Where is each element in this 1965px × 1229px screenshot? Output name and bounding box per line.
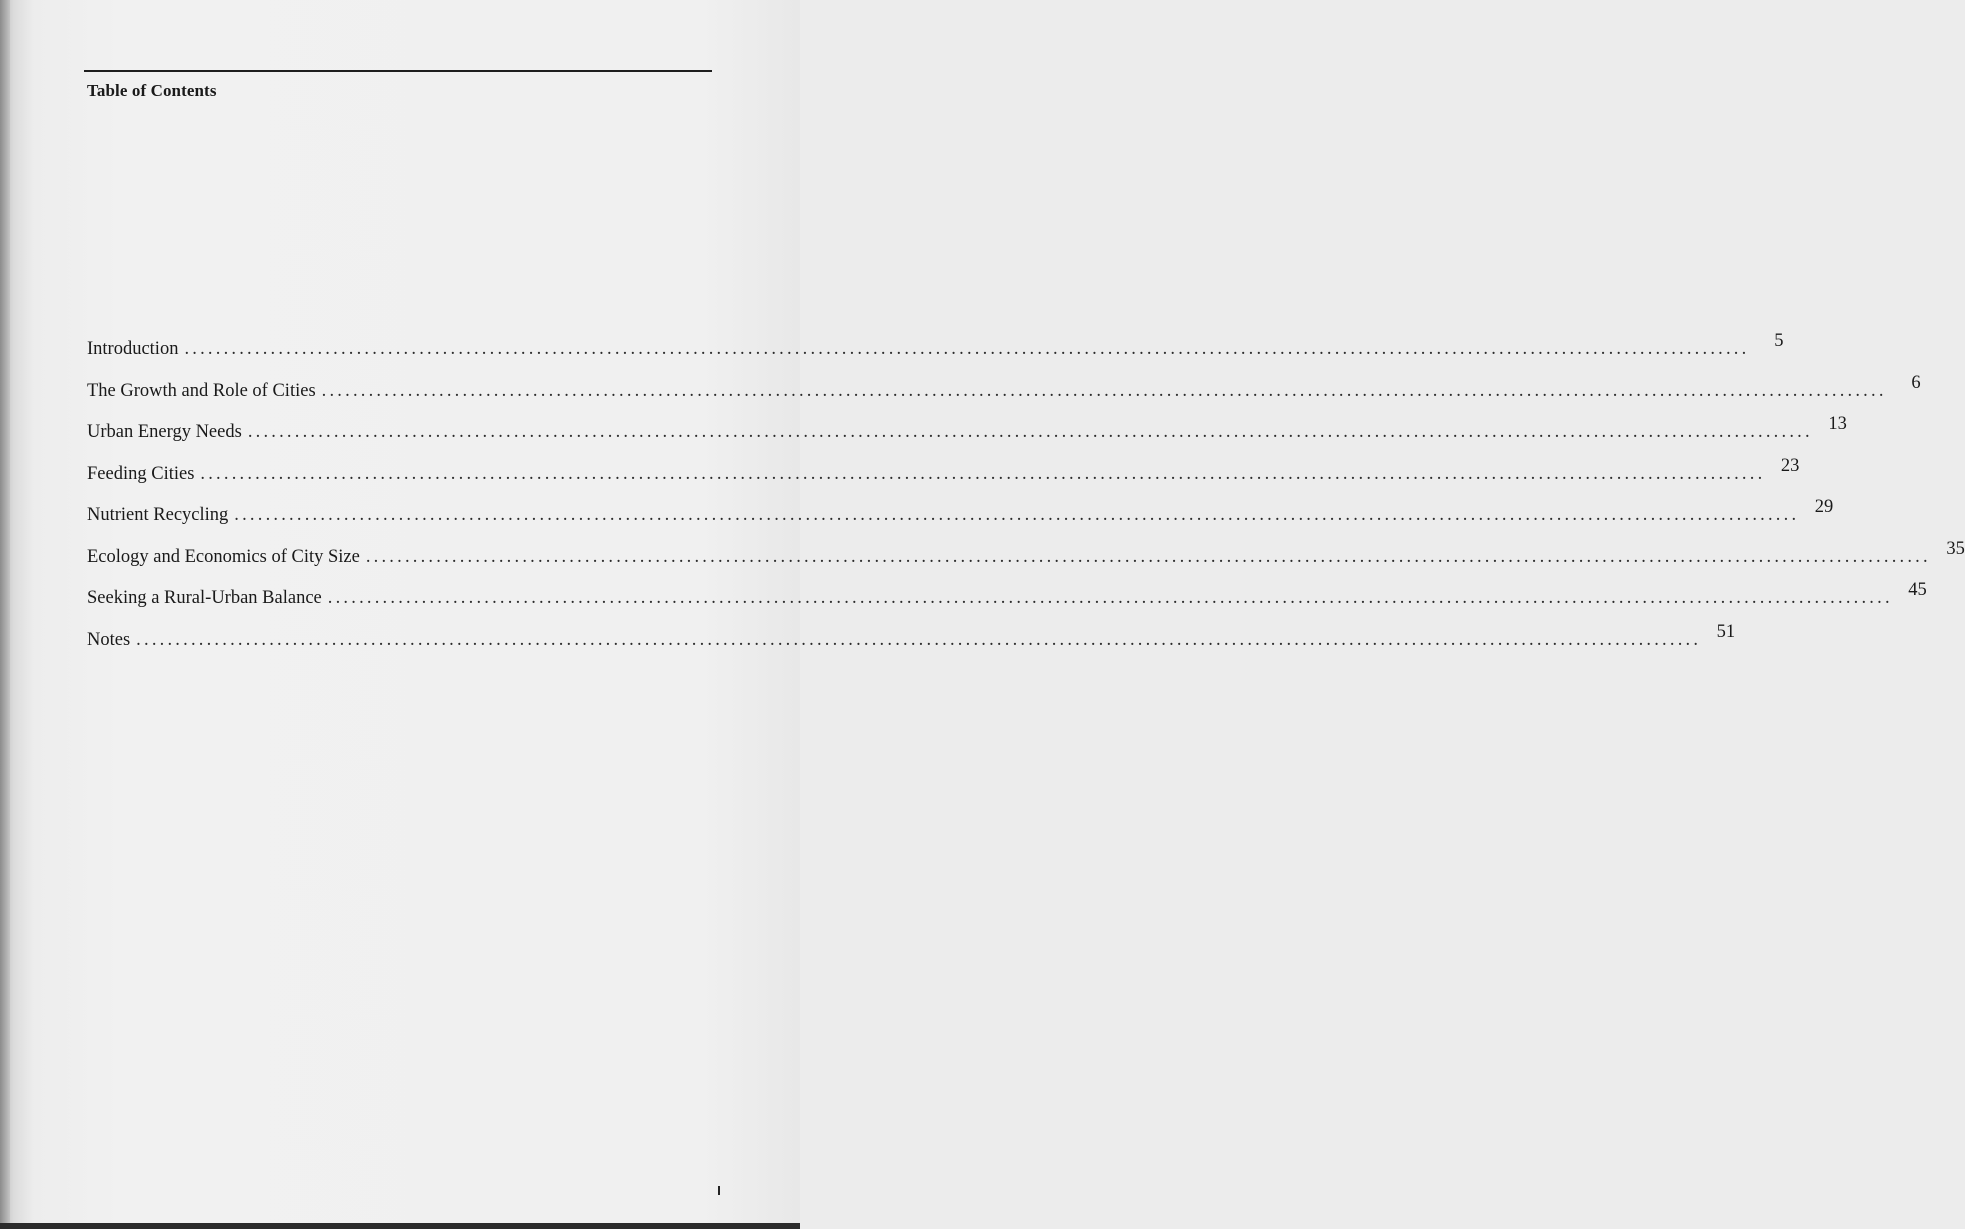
toc-entry-page: 35 [1946,538,1965,559]
toc-entry-title: The Growth and Role of Cities [87,380,316,401]
toc-entry-page: 13 [1828,414,1847,434]
toc-entry-page: 5 [1774,331,1784,351]
toc-dot-leader: ........................................................................................................................................................................................................ [327,588,1893,608]
toc-entry [87,621,1736,669]
toc-entry-title: Seeking a Rural-Urban Balance [87,588,322,608]
toc-entry [87,414,1847,461]
toc-dot-leader: ........................................................................................................................................................................................................ [321,380,1887,401]
ink-mark [718,1186,720,1195]
toc-dot-leader: ........................................................................................................................................................................................................ [234,505,1800,525]
toc-entry-title: Introduction [87,339,179,359]
toc-entry-page: 45 [1908,580,1927,600]
toc-dot-leader: ........................................................................................................................................................................................................ [365,546,1931,567]
toc-entry [87,455,1800,503]
toc-dot-leader: ........................................................................................................................................................................................................ [247,422,1813,442]
toc-entry [87,538,1965,586]
toc-entry [87,372,1921,420]
binding-shadow [0,0,10,1229]
toc-heading: Table of Contents [87,81,217,100]
toc-entry [87,331,1784,378]
toc-dot-leader: ........................................................................................................................................................................................................ [200,463,1766,484]
toc-entry-page: 6 [1911,372,1921,393]
toc-dot-leader: ........................................................................................................................................................................................................ [136,629,1702,650]
toc-dot-leader: ........................................................................................................................................................................................................ [184,339,1750,359]
toc-entry-page: 23 [1780,455,1800,476]
toc-list [87,331,1965,668]
toc-entry-page: 51 [1716,621,1736,642]
header-rule [84,70,712,72]
toc-entry-title: Notes [87,629,131,650]
toc-entry-title: Urban Energy Needs [87,422,242,442]
page-bottom-edge [0,1223,800,1229]
toc-entry-title: Feeding Cities [87,463,195,484]
toc-entry-page: 29 [1814,497,1834,517]
toc-entry-title: Nutrient Recycling [87,505,229,525]
toc-entry [87,497,1834,544]
toc-entry [87,580,1927,627]
toc-entry-title: Ecology and Economics of City Size [87,546,360,567]
